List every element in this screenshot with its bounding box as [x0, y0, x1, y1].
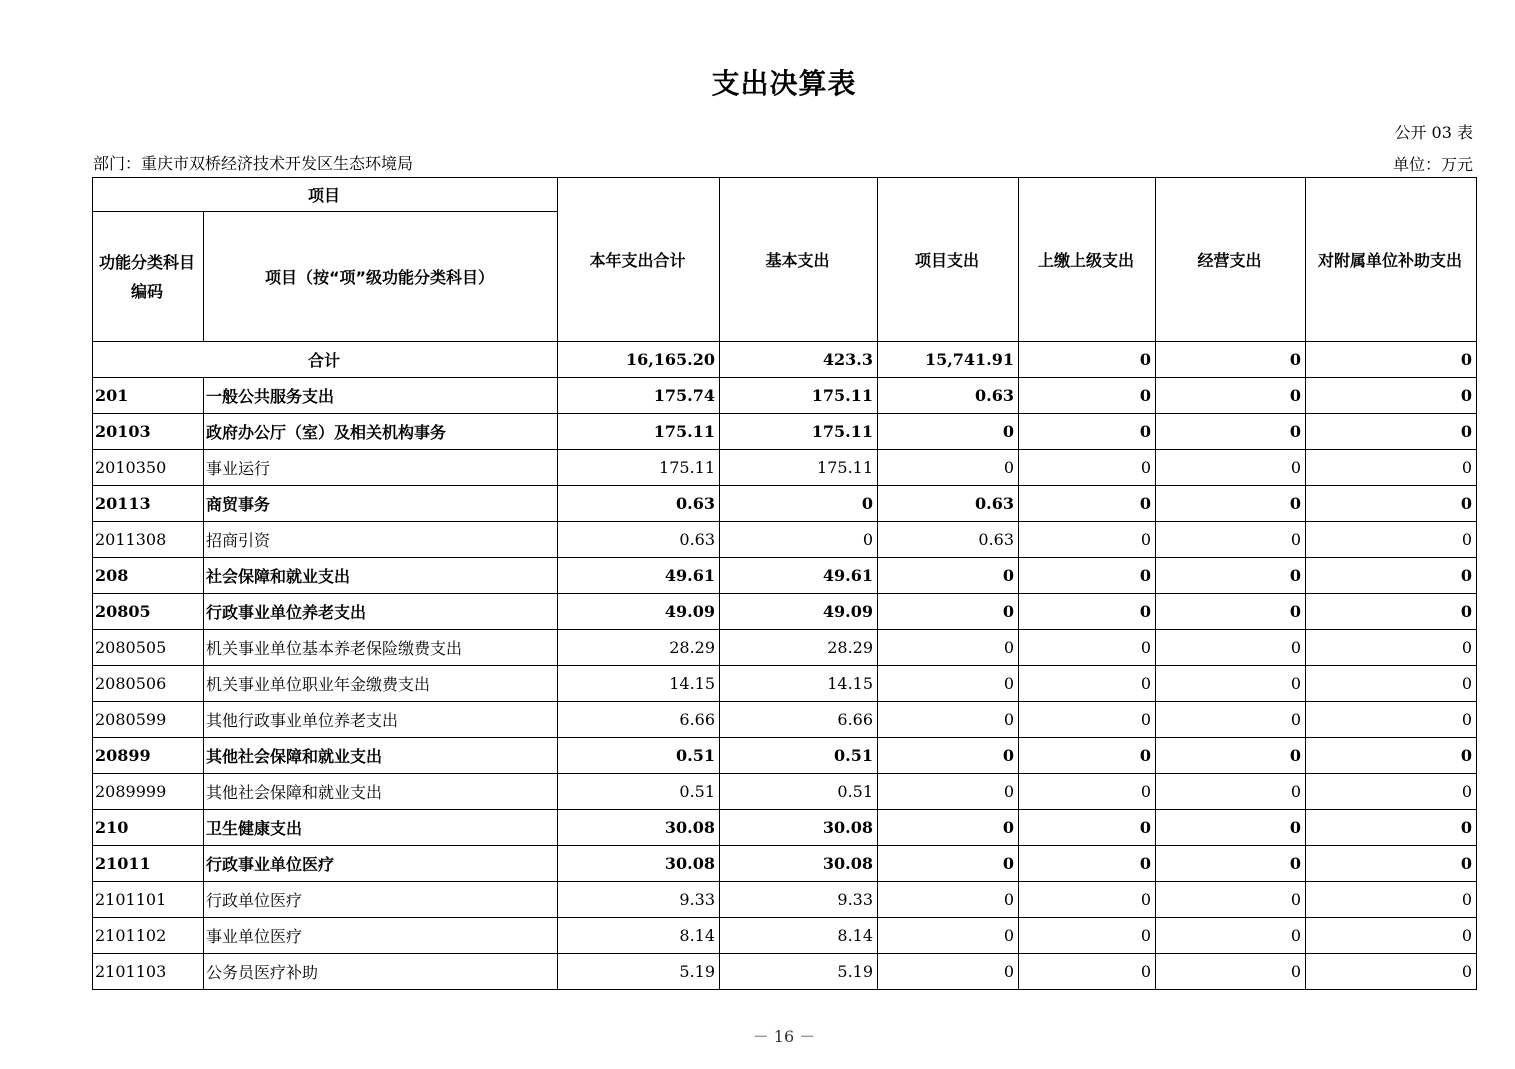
table-row	[93, 414, 1477, 450]
table-row	[93, 846, 1477, 882]
row-value: 0	[1019, 630, 1156, 666]
row-name: 招商引资	[204, 522, 558, 558]
row-value: 0	[878, 594, 1019, 630]
row-value: 0	[720, 486, 878, 522]
total-value: 16,165.20	[558, 342, 720, 378]
row-value: 0	[1019, 666, 1156, 702]
row-value: 0	[1019, 738, 1156, 774]
row-value: 0	[1156, 378, 1306, 414]
total-label: 合计	[93, 342, 558, 378]
table-row	[93, 450, 1477, 486]
row-value: 0	[878, 846, 1019, 882]
row-value: 0	[1306, 414, 1477, 450]
row-code: 2080599	[93, 702, 204, 738]
row-value: 0.63	[878, 378, 1019, 414]
total-value: 0	[1019, 342, 1156, 378]
row-value: 0	[878, 810, 1019, 846]
row-value: 0	[1306, 666, 1477, 702]
table-row	[93, 954, 1477, 990]
row-value: 0	[1156, 882, 1306, 918]
header-project: 项目	[93, 178, 558, 212]
row-value: 0	[1019, 594, 1156, 630]
row-code: 21011	[93, 846, 204, 882]
page-title: 支出决算表	[711, 67, 857, 100]
row-value: 9.33	[720, 882, 878, 918]
row-name: 机关事业单位职业年金缴费支出	[204, 666, 558, 702]
row-value: 175.11	[720, 450, 878, 486]
row-code: 20113	[93, 486, 204, 522]
table-row	[93, 594, 1477, 630]
row-value: 0	[1306, 738, 1477, 774]
row-code: 201	[93, 378, 204, 414]
table-row	[93, 666, 1477, 702]
row-code: 208	[93, 558, 204, 594]
row-value: 0.51	[720, 738, 878, 774]
row-value: 0	[1019, 702, 1156, 738]
header-total: 本年支出合计	[558, 178, 720, 342]
table-row	[93, 522, 1477, 558]
header-code: 功能分类科目编码	[93, 212, 204, 342]
row-value: 9.33	[558, 882, 720, 918]
row-value: 6.66	[558, 702, 720, 738]
row-value: 30.08	[558, 846, 720, 882]
row-value: 0.51	[720, 774, 878, 810]
row-value: 175.74	[558, 378, 720, 414]
row-value: 0	[878, 774, 1019, 810]
row-value: 0	[1306, 522, 1477, 558]
row-code: 20899	[93, 738, 204, 774]
row-name: 其他社会保障和就业支出	[204, 738, 558, 774]
row-value: 30.08	[558, 810, 720, 846]
row-value: 49.61	[558, 558, 720, 594]
row-name: 事业单位医疗	[204, 918, 558, 954]
unit-label: 单位：万元	[1392, 155, 1473, 174]
expenditure-table	[92, 177, 1477, 990]
row-value: 0	[1156, 774, 1306, 810]
row-value: 0.51	[558, 774, 720, 810]
row-value: 0	[1306, 594, 1477, 630]
row-value: 0.63	[878, 486, 1019, 522]
row-name: 行政事业单位养老支出	[204, 594, 558, 630]
table-row	[93, 702, 1477, 738]
row-name: 机关事业单位基本养老保险缴费支出	[204, 630, 558, 666]
row-value: 0	[1019, 846, 1156, 882]
row-value: 0	[1306, 630, 1477, 666]
row-name: 一般公共服务支出	[204, 378, 558, 414]
row-value: 0	[1306, 558, 1477, 594]
row-value: 0	[1306, 918, 1477, 954]
row-value: 28.29	[720, 630, 878, 666]
row-value: 14.15	[720, 666, 878, 702]
row-code: 2101102	[93, 918, 204, 954]
row-value: 0.63	[558, 486, 720, 522]
row-name: 事业运行	[204, 450, 558, 486]
row-value: 0	[1019, 882, 1156, 918]
row-value: 0	[1019, 522, 1156, 558]
row-code: 20103	[93, 414, 204, 450]
row-value: 0	[1156, 702, 1306, 738]
row-code: 2101101	[93, 882, 204, 918]
row-name: 其他行政事业单位养老支出	[204, 702, 558, 738]
row-value: 0.51	[558, 738, 720, 774]
row-value: 5.19	[558, 954, 720, 990]
row-code: 2010350	[93, 450, 204, 486]
row-value: 0	[878, 882, 1019, 918]
row-name: 其他社会保障和就业支出	[204, 774, 558, 810]
header-name: 项目（按“项”级功能分类科目）	[204, 212, 558, 342]
row-value: 5.19	[720, 954, 878, 990]
row-value: 0	[1306, 774, 1477, 810]
row-value: 0	[878, 702, 1019, 738]
table-row	[93, 810, 1477, 846]
row-value: 0	[1019, 378, 1156, 414]
row-value: 0	[878, 918, 1019, 954]
row-value: 0.63	[878, 522, 1019, 558]
row-code: 2080505	[93, 630, 204, 666]
row-value: 49.61	[720, 558, 878, 594]
header-project-expense: 项目支出	[878, 178, 1019, 342]
row-value: 0	[1306, 450, 1477, 486]
row-name: 政府办公厅（室）及相关机构事务	[204, 414, 558, 450]
header-upper-level: 上缴上级支出	[1019, 178, 1156, 342]
row-value: 0	[1156, 450, 1306, 486]
row-value: 0.63	[558, 522, 720, 558]
table-row	[93, 558, 1477, 594]
row-value: 175.11	[720, 414, 878, 450]
table-row	[93, 486, 1477, 522]
row-value: 0	[878, 414, 1019, 450]
row-value: 0	[1019, 486, 1156, 522]
row-code: 210	[93, 810, 204, 846]
row-name: 行政单位医疗	[204, 882, 558, 918]
row-value: 0	[878, 666, 1019, 702]
table-row	[93, 774, 1477, 810]
row-value: 0	[1306, 846, 1477, 882]
row-value: 49.09	[558, 594, 720, 630]
department-label: 部门：重庆市双桥经济技术开发区生态环境局	[93, 154, 414, 173]
row-value: 0	[1156, 594, 1306, 630]
total-value: 15,741.91	[878, 342, 1019, 378]
row-value: 0	[878, 630, 1019, 666]
row-code: 2101103	[93, 954, 204, 990]
header-subsidy: 对附属单位补助支出	[1306, 178, 1477, 342]
row-value: 175.11	[558, 414, 720, 450]
total-value: 0	[1306, 342, 1477, 378]
row-value: 6.66	[720, 702, 878, 738]
row-value: 0	[878, 954, 1019, 990]
row-value: 0	[1306, 702, 1477, 738]
row-value: 0	[1019, 954, 1156, 990]
row-value: 0	[1306, 378, 1477, 414]
row-name: 商贸事务	[204, 486, 558, 522]
row-name: 行政事业单位医疗	[204, 846, 558, 882]
row-value: 0	[1156, 522, 1306, 558]
table-row	[93, 378, 1477, 414]
row-value: 28.29	[558, 630, 720, 666]
row-value: 0	[878, 738, 1019, 774]
table-row	[93, 738, 1477, 774]
header-basic: 基本支出	[720, 178, 878, 342]
row-value: 0	[1306, 954, 1477, 990]
header-business: 经营支出	[1156, 178, 1306, 342]
table-row	[93, 630, 1477, 666]
row-value: 0	[1156, 846, 1306, 882]
row-name: 社会保障和就业支出	[204, 558, 558, 594]
row-value: 0	[720, 522, 878, 558]
row-code: 20805	[93, 594, 204, 630]
row-value: 0	[1306, 810, 1477, 846]
row-value: 0	[1019, 810, 1156, 846]
total-value: 423.3	[720, 342, 878, 378]
row-value: 175.11	[558, 450, 720, 486]
row-value: 0	[1019, 774, 1156, 810]
row-value: 0	[1306, 486, 1477, 522]
row-value: 0	[1156, 954, 1306, 990]
row-value: 0	[1156, 630, 1306, 666]
row-value: 175.11	[720, 378, 878, 414]
form-number: 公开 03 表	[1394, 123, 1473, 142]
row-value: 8.14	[720, 918, 878, 954]
row-value: 0	[1156, 738, 1306, 774]
row-value: 30.08	[720, 846, 878, 882]
row-code: 2089999	[93, 774, 204, 810]
page-number: － 16 －	[752, 1027, 816, 1046]
table-row	[93, 882, 1477, 918]
row-value: 0	[1019, 918, 1156, 954]
row-value: 0	[1019, 558, 1156, 594]
row-value: 0	[878, 558, 1019, 594]
row-value: 0	[1156, 558, 1306, 594]
row-value: 0	[1156, 810, 1306, 846]
row-value: 0	[1306, 882, 1477, 918]
table-row	[93, 918, 1477, 954]
row-value: 0	[1019, 450, 1156, 486]
total-value: 0	[1156, 342, 1306, 378]
row-name: 公务员医疗补助	[204, 954, 558, 990]
row-value: 0	[878, 450, 1019, 486]
row-value: 0	[1156, 918, 1306, 954]
row-value: 30.08	[720, 810, 878, 846]
row-name: 卫生健康支出	[204, 810, 558, 846]
row-value: 8.14	[558, 918, 720, 954]
row-value: 49.09	[720, 594, 878, 630]
total-row	[93, 342, 1477, 378]
row-value: 0	[1156, 486, 1306, 522]
row-value: 14.15	[558, 666, 720, 702]
row-value: 0	[1156, 666, 1306, 702]
row-value: 0	[1156, 414, 1306, 450]
row-value: 0	[1019, 414, 1156, 450]
row-code: 2080506	[93, 666, 204, 702]
row-code: 2011308	[93, 522, 204, 558]
